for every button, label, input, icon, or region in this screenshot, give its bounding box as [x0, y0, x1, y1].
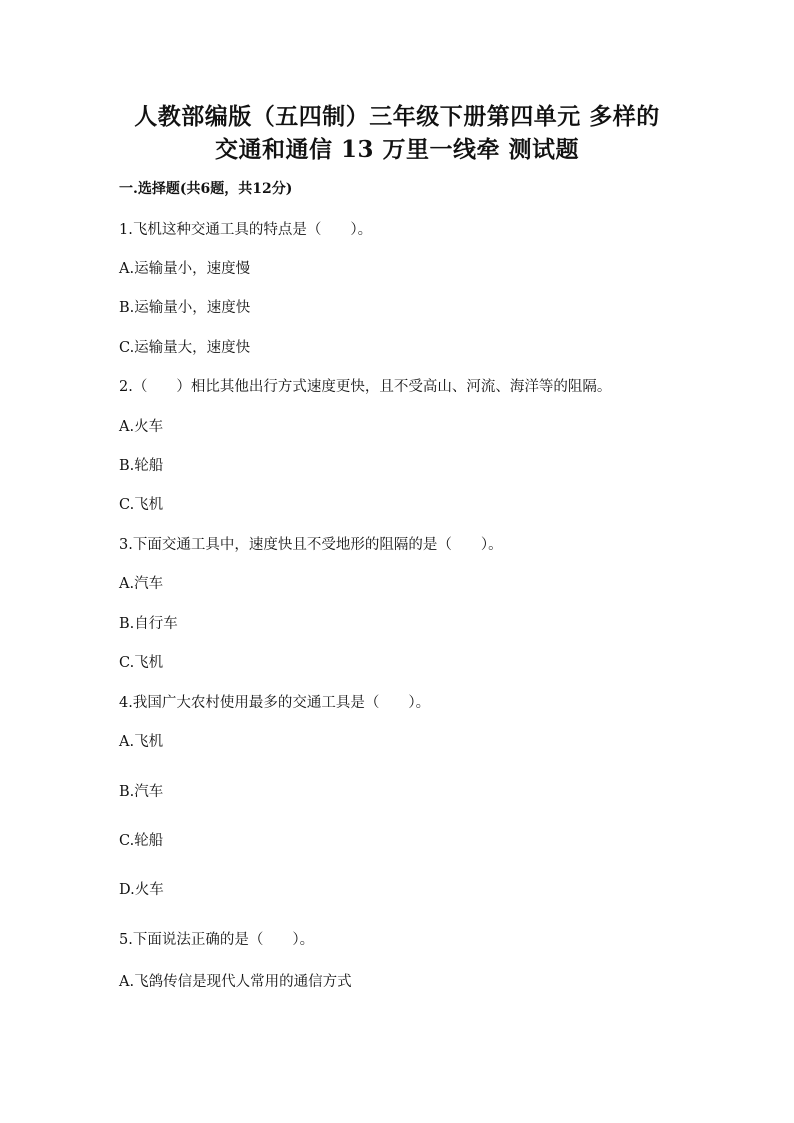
question-5-stem: 5.下面说法正确的是（ ）。	[119, 932, 315, 948]
question-2-stem: 2.（ ）相比其他出行方式速度更快，且不受高山、河流、海洋等的阻隔。	[119, 379, 612, 395]
question-3-stem: 3.下面交通工具中，速度快且不受地形的阻隔的是（ ）。	[119, 537, 503, 553]
question-1-option-a: A.运输量小，速度慢	[119, 261, 251, 277]
question-3-option-a: A.汽车	[119, 576, 164, 592]
question-4-option-b: B.汽车	[119, 784, 164, 800]
question-5-option-a: A.飞鸽传信是现代人常用的通信方式	[119, 974, 352, 990]
question-3-option-c: C.飞机	[119, 655, 164, 671]
question-1-option-c: C.运输量大，速度快	[119, 340, 251, 356]
question-2-option-a: A.火车	[119, 419, 164, 435]
document-title-line-2: 交通和通信 13 万里一线牵 测试题	[214, 136, 580, 163]
section-heading: 一.选择题(共6题，共12分)	[119, 181, 293, 197]
question-2-option-c: C.飞机	[119, 497, 164, 513]
question-4-stem: 4.我国广大农村使用最多的交通工具是（ ）。	[119, 695, 431, 711]
question-2-option-b: B.轮船	[119, 458, 164, 474]
question-4-option-c: C.轮船	[119, 833, 164, 849]
question-1-stem: 1.飞机这种交通工具的特点是（ ）。	[119, 222, 373, 238]
document-title-line-1: 人教部编版（五四制）三年级下册第四单元 多样的	[134, 103, 660, 130]
question-4-option-a: A.飞机	[119, 734, 164, 750]
question-1-option-b: B.运输量小，速度快	[119, 300, 251, 316]
question-4-option-d: D.火车	[119, 882, 164, 898]
question-3-option-b: B.自行车	[119, 616, 178, 632]
